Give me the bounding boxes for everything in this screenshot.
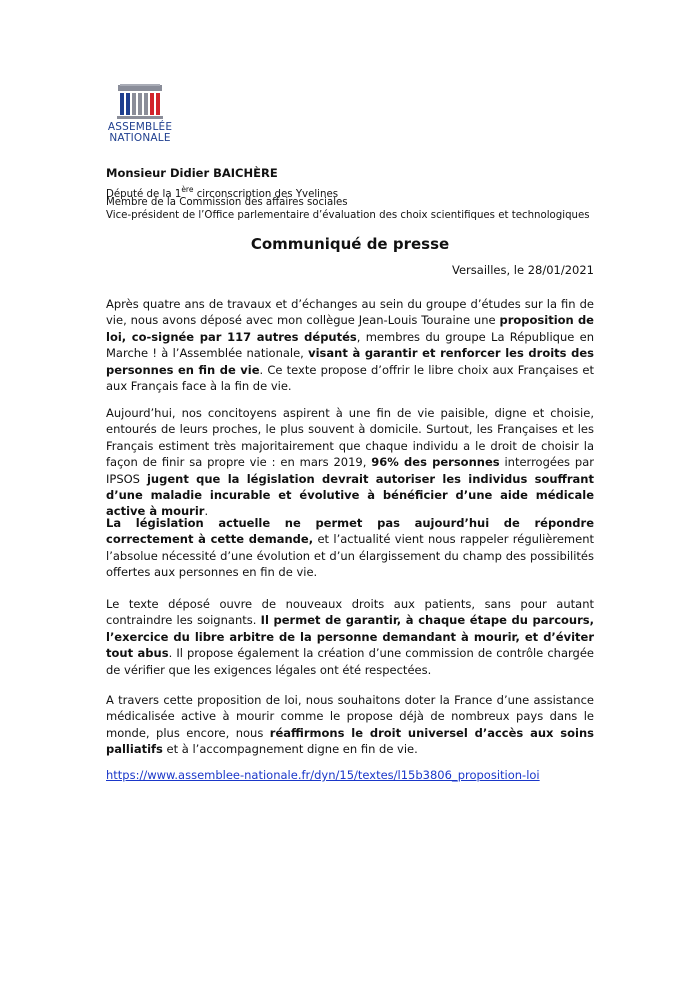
paragraph-2	[106, 405, 594, 520]
dateline: Versailles, le 28/01/2021	[452, 263, 594, 277]
p3-bold-a: La législation actuelle ne permet pas aujourd’hui de répondre correctement à cette demande,	[106, 516, 594, 547]
p5-text-a: A travers cette proposition de loi, nous souhaitons doter la France d’une assistance médicalisée active à mourir comme le propose déjà de nombreux pays dans le monde, plus encore, nous	[106, 693, 594, 740]
hemicycle-icon	[116, 84, 164, 120]
p1-bold-b: visant à garantir et renforcer les droits des personnes en fin de vie	[106, 346, 594, 377]
proposition-loi-link[interactable]: https://www.assemblee-nationale.fr/dyn/15/textes/l15b3806_proposition-loi	[106, 768, 540, 782]
p2-bold-a: 96% des personnes	[371, 455, 500, 470]
assemblee-nationale-logo	[104, 84, 176, 144]
role-deputy-text-end: circonscription des Yvelines	[193, 189, 339, 200]
page-title: Communiqué de presse	[250, 235, 450, 253]
logo-text-line2: NATIONALE	[109, 132, 171, 144]
role-vice-president: Vice-président de l’Office parlementaire d’évaluation des choix scientifiques et technologiques	[106, 210, 590, 221]
p2-text-a: Aujourd’hui, nos concitoyens aspirent à une fin de vie paisible, digne et choisie, entourés de leurs proches, le plus souvent à domicile. Surtout, les Françaises et les Français estiment très majoritairement que chaque individu a le droit de choisir la façon de finir sa propre vie : en mars 2019,	[106, 406, 594, 470]
role-commission: Membre de la Commission des affaires sociales	[106, 197, 348, 208]
p5-bold-a: réaffirmons le droit universel d’accès aux soins palliatifs	[106, 725, 594, 757]
p1-bold-a: proposition de loi, co-signée par 117 autres députés	[106, 313, 594, 344]
paragraph-1	[106, 296, 594, 394]
p5-text-b: et à l’accompagnement digne en fin de vie.	[162, 742, 418, 757]
paragraph-3	[106, 515, 594, 581]
p1-text-a: Après quatre ans de travaux et d’échanges au sein du groupe d’études sur la fin de vie, nous avons déposé avec mon collègue Jean-Louis Touraine une	[106, 297, 594, 328]
p4-text-b: . Il propose également la création d’une commission de contrôle chargée de vérifier que les exigences légales ont été respectées.	[106, 646, 594, 677]
p2-text-c: .	[204, 504, 209, 519]
p2-text-b: interrogées par IPSOS	[106, 455, 594, 486]
p4-bold-a: Il permet de garantir, à chaque étape du parcours, l’exercice du libre arbitre de la personne demandant à mourir, et d’éviter tout abus	[106, 613, 595, 661]
p1-text-c: . Ce texte propose d’offrir le libre choix aux Françaises et aux Français face à la fin de vie.	[106, 362, 594, 394]
author-name: Monsieur Didier BAICHÈRE	[106, 166, 278, 180]
role-deputy-text: Député de la 1	[106, 189, 182, 200]
p4-text-a: Le texte déposé ouvre de nouveaux droits aux patients, sans pour autant contraindre les soignants.	[106, 597, 594, 628]
paragraph-4	[106, 596, 594, 678]
paragraph-5	[106, 692, 594, 758]
p1-text-b: , membres du groupe La République en Marche ! à l’Assemblée nationale,	[106, 329, 594, 361]
p2-bold-b: jugent que la législation devrait autoriser les individus souffrant d’une maladie incurable et évolutive à bénéficier d’une aide médicale active à mourir	[106, 471, 594, 519]
p3-text-a: et l’actualité vient nous rappeler régulièrement l’absolue nécessité d’une évolution et d’un élargissement du champ des possibilités offertes aux personnes en fin de vie.	[106, 532, 595, 580]
role-deputy-sup: ère	[181, 185, 194, 194]
logo-text-line1: ASSEMBLÉE	[107, 121, 173, 133]
